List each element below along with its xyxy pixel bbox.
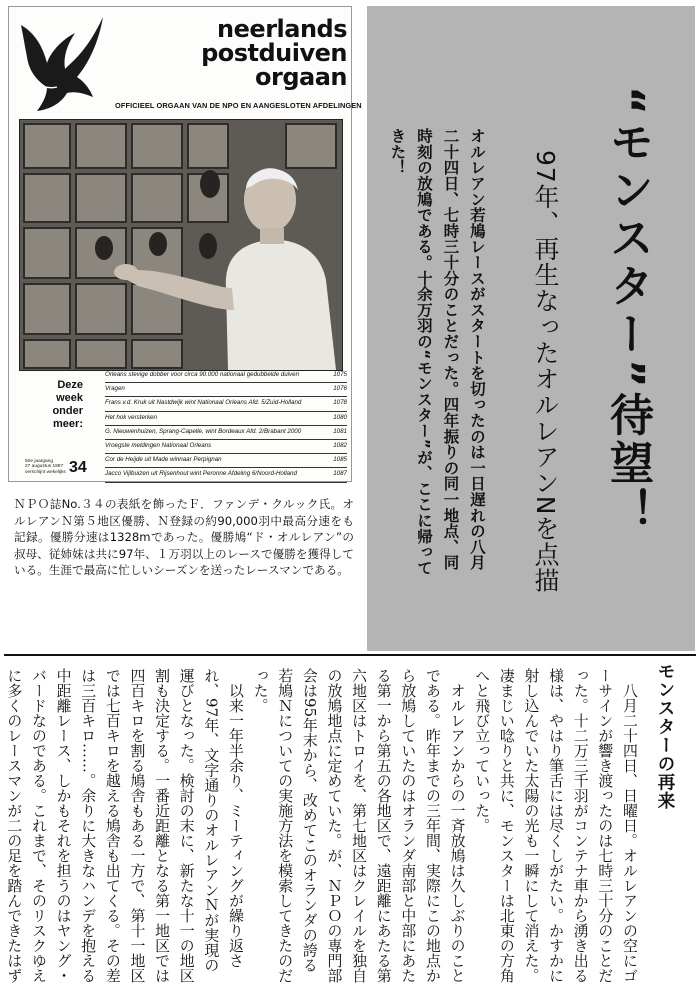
contents-page: 1087 — [333, 470, 347, 478]
masthead-subtitle: OFFICIEEL ORGAAN VAN DE NPO EN AANGESLOTEN AFDELINGEN — [115, 101, 362, 110]
contents-text: G. Nieuwenhuizen, Sprang-Capelle, wint Bordeaux Afd. 2/Brabant 2000 — [105, 427, 302, 435]
deze-line: week — [56, 392, 83, 404]
contents-item — [105, 369, 347, 383]
contents-text: Cor de Heijde uit Made winnaar Perpignan — [105, 456, 222, 464]
contents-item — [105, 454, 347, 468]
deze-line: Deze — [57, 379, 83, 391]
article-body — [5, 668, 642, 986]
contents-item — [105, 412, 347, 426]
volume-line: verschijnt wekelijks — [25, 469, 66, 475]
contents-page: 1076 — [333, 385, 347, 393]
magazine-cover — [8, 6, 362, 482]
masthead-title — [161, 17, 347, 89]
dove-logo-icon — [13, 11, 109, 115]
deze-week-label — [21, 379, 83, 431]
contents-page: 1075 — [333, 371, 347, 378]
contents-page: 1080 — [333, 413, 347, 421]
contents-item — [105, 440, 347, 454]
volume-line: 27 augustus 1997 — [25, 464, 64, 470]
contents-page: 1082 — [333, 441, 347, 449]
contents-item — [105, 426, 347, 440]
contents-page: 1078 — [333, 399, 347, 407]
article-paragraph: 以来一年半余り、ミーティングが繰り返され、97年、文字通りのオルレアンＮが実現の運びとなった。検討の末に、新たな十一の地区割も決定する。一番近距離となる第一地区では四百キロを割る鳩舎もある一方で、第十一地区では七百キロを越える鳩舎も出てくる。その差は三百キロ……。余りに大きなハンデを抱える中距離レース、しかもそれを担うのはヤング・バードなのである。これまで、そのリスクゆえに多くのレースマンが二の足を踏んできたはず — [5, 668, 245, 983]
page-title: “モンスター”待望！ — [602, 86, 653, 536]
contents-text: Orleans stevige dobber voor circa 90.000 nationaal gedubbelde duiven — [105, 371, 300, 378]
masthead-line: orgaan — [255, 63, 347, 91]
contents-list — [105, 369, 347, 483]
section-divider — [4, 654, 696, 656]
deze-line: onder meer: — [52, 405, 83, 430]
contents-item — [105, 468, 347, 482]
contents-page: 1081 — [333, 427, 347, 435]
lead-paragraph: オルレアン若鳩レースがスタートを切ったのは一日遅れの八月二十四日、七時三十分のことだった。四年振りの同一地点、同時刻の放鳩である。十余万羽の“モンスター”が、ここに帰ってきた！ — [388, 128, 486, 576]
article-paragraph: オルレアンからの一斉放鳩は久しぶりのことである。昨年までの三年間、実際にこの地点から放鳩していたのはオランダ南部と中部にあたる第一から第五の各地区で、遠距離にあたる第六地区はトロイを、第七地区はクレイルを独自の放鳩地点に定めていた。が、ＮＰＯの専門部会は95年末から、改めてこのオランダの誇る若鳩Ｎについての実施方法を模索してきたのだった。 — [251, 668, 467, 983]
article-paragraph: 八月二十四日、日曜日。オルレアンの空にゴーサインが響き渡ったのは七時三十分のことだった。十二万三千羽がコンテナ車から湧き出る様は、やはり筆舌には尽くしがたい。かすかに射し込んでいた太陽の光も一瞬にして消えた。凄まじい唸りと共に、モンスターは北東の方角へと飛び立っていった。 — [473, 668, 639, 983]
issue-number: 34 — [69, 459, 87, 476]
cover-caption: ＮＰＯ誌No.３４の表紙を飾ったＦ．ファンデ・クルック氏。オルレアンＮ第５地区優勝、Ｎ登録の約90,000羽中最高分速をも記録。優勝分速は1328mであった。優勝鳩“ド・オルレアン”の叔母、従姉妹は共に97年、１万羽以上のレースで優勝を獲得している。生涯で最高に忙しいシーズンを送ったレースマンである。 — [14, 497, 354, 578]
contents-text: Frans v.d. Kruk uit Nastdwijk wint Nationaal Orleans Afd. 5/Zuid-Holland — [105, 399, 302, 407]
page-subtitle: 97年、再生なったオルレアンNを点描 — [531, 150, 560, 594]
contents-text: Vragen — [105, 385, 125, 393]
contents-text: Jacco Vijlbuizen uit Rijsenhout wint Peronne Afdeling 6/Noord-Holland — [105, 470, 297, 478]
contents-item — [105, 397, 347, 411]
contents-text: Het hok versterken — [105, 413, 157, 421]
contents-text: Vroegste meldingen Nationaal Orleans — [105, 441, 212, 449]
contents-item — [105, 383, 347, 397]
volume-info — [25, 459, 71, 475]
masthead-line: neerlands — [217, 15, 347, 43]
masthead-line: postduiven — [201, 39, 347, 67]
cover-photo — [19, 119, 343, 371]
contents-page: 1085 — [333, 456, 347, 464]
article-heading: モンスターの再来 — [655, 662, 675, 810]
volume-line: 50e jaargang — [25, 459, 54, 464]
